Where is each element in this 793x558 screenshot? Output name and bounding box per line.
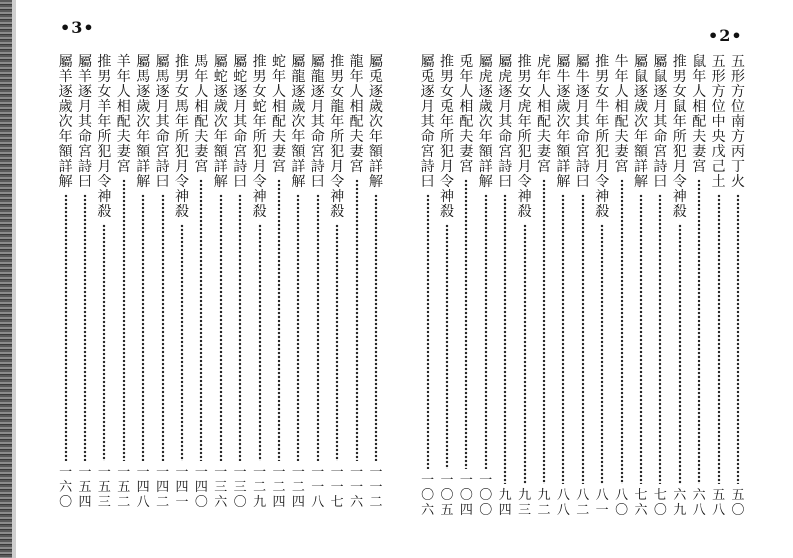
toc-entry-page: 一五二 bbox=[117, 465, 131, 510]
toc-entry-page: 一六〇 bbox=[59, 465, 73, 510]
toc-entry-page: 六八 bbox=[692, 488, 706, 518]
toc-dot-leader bbox=[639, 194, 643, 484]
toc-entry-title: 虎年人相配夫妻宮 bbox=[537, 54, 551, 175]
toc-entry-title: 鼠年人相配夫妻宮 bbox=[692, 54, 707, 175]
toc-entry-page: 八〇 bbox=[615, 488, 629, 518]
toc-entry-page: 六九 bbox=[673, 488, 687, 518]
toc-dot-leader bbox=[561, 194, 565, 484]
toc-entry-title: 屬鼠逐月其命宮詩曰 bbox=[653, 54, 668, 190]
toc-entry-page: 九二 bbox=[537, 488, 551, 518]
toc-entry-title: 屬兎逐月其命宮詩曰 bbox=[420, 54, 435, 190]
toc-entry-title: 推男女鼠年所犯月令神殺 bbox=[672, 54, 687, 220]
toc-entry-page: 一一二 bbox=[369, 465, 383, 510]
toc-entry-title: 屬蛇逐歲次年額詳解 bbox=[213, 54, 228, 190]
toc-dot-leader bbox=[83, 194, 87, 461]
toc-entry-page: 一四八 bbox=[136, 465, 150, 510]
toc-dot-leader bbox=[717, 194, 721, 484]
toc-entry-title: 五形方位中央戊己土 bbox=[711, 54, 726, 190]
left-page-number: •3• bbox=[60, 18, 95, 37]
toc-entry-page: 七六 bbox=[634, 488, 648, 518]
toc-entry[interactable] bbox=[553, 0, 573, 558]
toc-entry[interactable] bbox=[327, 0, 347, 558]
toc-dot-leader bbox=[355, 179, 359, 461]
toc-dot-leader bbox=[180, 224, 184, 461]
toc-entry-title: 五形方位南方丙丁火 bbox=[731, 54, 745, 190]
toc-entry-page: 五八 bbox=[712, 488, 726, 518]
toc-entry-title: 推男女兎年所犯月令神殺 bbox=[440, 54, 454, 220]
toc-entry[interactable] bbox=[418, 0, 438, 558]
toc-entry-title: 推男女馬年所犯月令神殺 bbox=[175, 54, 189, 220]
toc-dot-leader bbox=[581, 194, 585, 484]
toc-entry[interactable] bbox=[437, 0, 457, 558]
toc-dot-leader bbox=[122, 179, 126, 461]
toc-dot-leader bbox=[464, 179, 468, 469]
toc-dot-leader bbox=[678, 224, 682, 484]
toc-entry[interactable] bbox=[495, 0, 515, 558]
toc-entry-title: 蛇年人相配夫妻宮 bbox=[272, 54, 286, 175]
toc-entry[interactable] bbox=[456, 0, 476, 558]
toc-dot-leader bbox=[277, 179, 281, 461]
toc-dot-leader bbox=[199, 179, 203, 461]
toc-entry-page: 八一 bbox=[595, 488, 609, 518]
toc-entry-title: 推男女牛年所犯月令神殺 bbox=[595, 54, 610, 220]
toc-entry[interactable] bbox=[191, 0, 211, 558]
toc-dot-leader bbox=[523, 224, 527, 484]
toc-entry[interactable] bbox=[650, 0, 670, 558]
toc-entry[interactable] bbox=[476, 0, 496, 558]
toc-entry-title: 屬牛逐月其命宮詩曰 bbox=[575, 54, 590, 190]
toc-entry-page: 七〇 bbox=[653, 488, 667, 518]
toc-entry[interactable] bbox=[56, 0, 76, 558]
right-page-number: •2• bbox=[708, 26, 743, 45]
toc-entry-title: 屬羊逐月其命宮詩曰 bbox=[78, 54, 92, 190]
toc-entry[interactable] bbox=[573, 0, 593, 558]
toc-entry-page: 一〇五 bbox=[440, 473, 454, 518]
toc-dot-leader bbox=[426, 194, 430, 469]
toc-entry-title: 推男女虎年所犯月令神殺 bbox=[517, 54, 532, 220]
toc-dot-leader bbox=[736, 194, 740, 484]
toc-entry-title: 兎年人相配夫妻宮 bbox=[459, 54, 474, 175]
toc-dot-leader bbox=[542, 179, 546, 484]
toc-entry[interactable] bbox=[308, 0, 328, 558]
toc-entry-page: 一一七 bbox=[330, 465, 344, 510]
book-binding-shadow bbox=[0, 0, 12, 558]
toc-entry[interactable] bbox=[114, 0, 134, 558]
toc-dot-leader bbox=[374, 194, 378, 461]
toc-entry-page: 一三〇 bbox=[233, 465, 247, 510]
toc-entry-page: 八二 bbox=[576, 488, 590, 518]
toc-entry[interactable] bbox=[515, 0, 535, 558]
toc-entry[interactable] bbox=[250, 0, 270, 558]
toc-entry-page: 一〇〇 bbox=[479, 473, 493, 518]
toc-entry-page: 一〇四 bbox=[459, 473, 473, 518]
toc-dot-leader bbox=[238, 194, 242, 461]
toc-entry-title: 屬虎逐歲次年額詳解 bbox=[478, 54, 493, 190]
toc-entry-page: 一一六 bbox=[350, 465, 364, 510]
toc-entry-title: 屬鼠逐歲次年額詳解 bbox=[634, 54, 648, 190]
toc-dot-leader bbox=[64, 194, 68, 461]
toc-entry-title: 屬龍逐月其命宮詩曰 bbox=[310, 54, 325, 190]
toc-entry-page: 一五四 bbox=[78, 465, 92, 510]
toc-entry-page: 一四〇 bbox=[194, 465, 208, 510]
toc-entry-page: 一二九 bbox=[253, 465, 267, 510]
toc-entry-title: 牛年人相配夫妻宮 bbox=[614, 54, 629, 175]
toc-entry[interactable] bbox=[288, 0, 308, 558]
toc-entry-page: 九四 bbox=[498, 488, 512, 518]
toc-entry-page: 一四一 bbox=[175, 465, 189, 510]
toc-dot-leader bbox=[445, 224, 449, 469]
toc-dot-leader bbox=[161, 194, 165, 461]
toc-entry[interactable] bbox=[172, 0, 192, 558]
toc-entry-page: 一二四 bbox=[272, 465, 286, 510]
toc-entry[interactable] bbox=[211, 0, 231, 558]
toc-entry[interactable] bbox=[75, 0, 95, 558]
toc-entry[interactable] bbox=[366, 0, 386, 558]
toc-entry-title: 屬牛逐歲次年額詳解 bbox=[556, 54, 571, 190]
toc-entry-title: 屬兎逐歲次年額詳解 bbox=[369, 54, 383, 190]
toc-entry-page: 九三 bbox=[518, 488, 532, 518]
toc-dot-leader bbox=[600, 224, 604, 484]
toc-entry[interactable] bbox=[94, 0, 114, 558]
toc-dot-leader bbox=[697, 179, 701, 484]
toc-entry-title: 羊年人相配夫妻宮 bbox=[116, 54, 131, 175]
toc-dot-leader bbox=[484, 194, 488, 469]
toc-dot-leader bbox=[658, 194, 662, 484]
toc-entry-title: 屬馬逐歲次年額詳解 bbox=[136, 54, 151, 190]
toc-dot-leader bbox=[219, 194, 223, 461]
book-binding-edge bbox=[12, 0, 16, 558]
toc-entry[interactable] bbox=[670, 0, 690, 558]
toc-dot-leader bbox=[503, 194, 507, 484]
toc-dot-leader bbox=[620, 179, 624, 484]
toc-entry-page: 一四二 bbox=[156, 465, 170, 510]
toc-entry-page: 一一八 bbox=[311, 465, 325, 510]
toc-entry[interactable] bbox=[534, 0, 554, 558]
toc-entry-page: 一〇六 bbox=[421, 473, 435, 518]
toc-entry-title: 龍年人相配夫妻宮 bbox=[349, 54, 364, 175]
toc-dot-leader bbox=[335, 224, 339, 461]
toc-entry-title: 屬龍逐歲次年額詳解 bbox=[291, 54, 306, 190]
toc-entry[interactable] bbox=[230, 0, 250, 558]
toc-entry[interactable] bbox=[133, 0, 153, 558]
toc-entry[interactable] bbox=[728, 0, 748, 558]
toc-entry[interactable] bbox=[269, 0, 289, 558]
toc-entry-page: 五〇 bbox=[731, 488, 745, 518]
toc-entry[interactable] bbox=[347, 0, 367, 558]
toc-entry[interactable] bbox=[689, 0, 709, 558]
toc-entry-page: 一二四 bbox=[291, 465, 305, 510]
toc-entry-page: 一五三 bbox=[97, 465, 111, 510]
toc-entry-title: 推男女羊年所犯月令神殺 bbox=[97, 54, 112, 220]
toc-dot-leader bbox=[141, 194, 145, 461]
toc-entry-title: 推男女龍年所犯月令神殺 bbox=[330, 54, 345, 220]
toc-entry[interactable] bbox=[153, 0, 173, 558]
toc-dot-leader bbox=[102, 224, 106, 461]
toc-dot-leader bbox=[296, 194, 300, 461]
toc-entry-title: 屬馬逐月其命宮詩曰 bbox=[155, 54, 170, 190]
toc-dot-leader bbox=[258, 224, 262, 461]
toc-entry[interactable] bbox=[631, 0, 651, 558]
toc-entry-title: 屬羊逐歲次年額詳解 bbox=[58, 54, 73, 190]
toc-entry[interactable] bbox=[592, 0, 612, 558]
toc-entry-title: 屬虎逐月其命宮詩曰 bbox=[498, 54, 513, 190]
toc-entry-title: 馬年人相配夫妻宮 bbox=[194, 54, 209, 175]
toc-entry-title: 推男女蛇年所犯月令神殺 bbox=[252, 54, 267, 220]
toc-entry[interactable] bbox=[612, 0, 632, 558]
toc-dot-leader bbox=[316, 194, 320, 461]
toc-entry-title: 屬蛇逐月其命宮詩曰 bbox=[233, 54, 248, 190]
toc-entry[interactable] bbox=[709, 0, 729, 558]
toc-entry-page: 八八 bbox=[556, 488, 570, 518]
toc-entry-page: 一三六 bbox=[214, 465, 228, 510]
